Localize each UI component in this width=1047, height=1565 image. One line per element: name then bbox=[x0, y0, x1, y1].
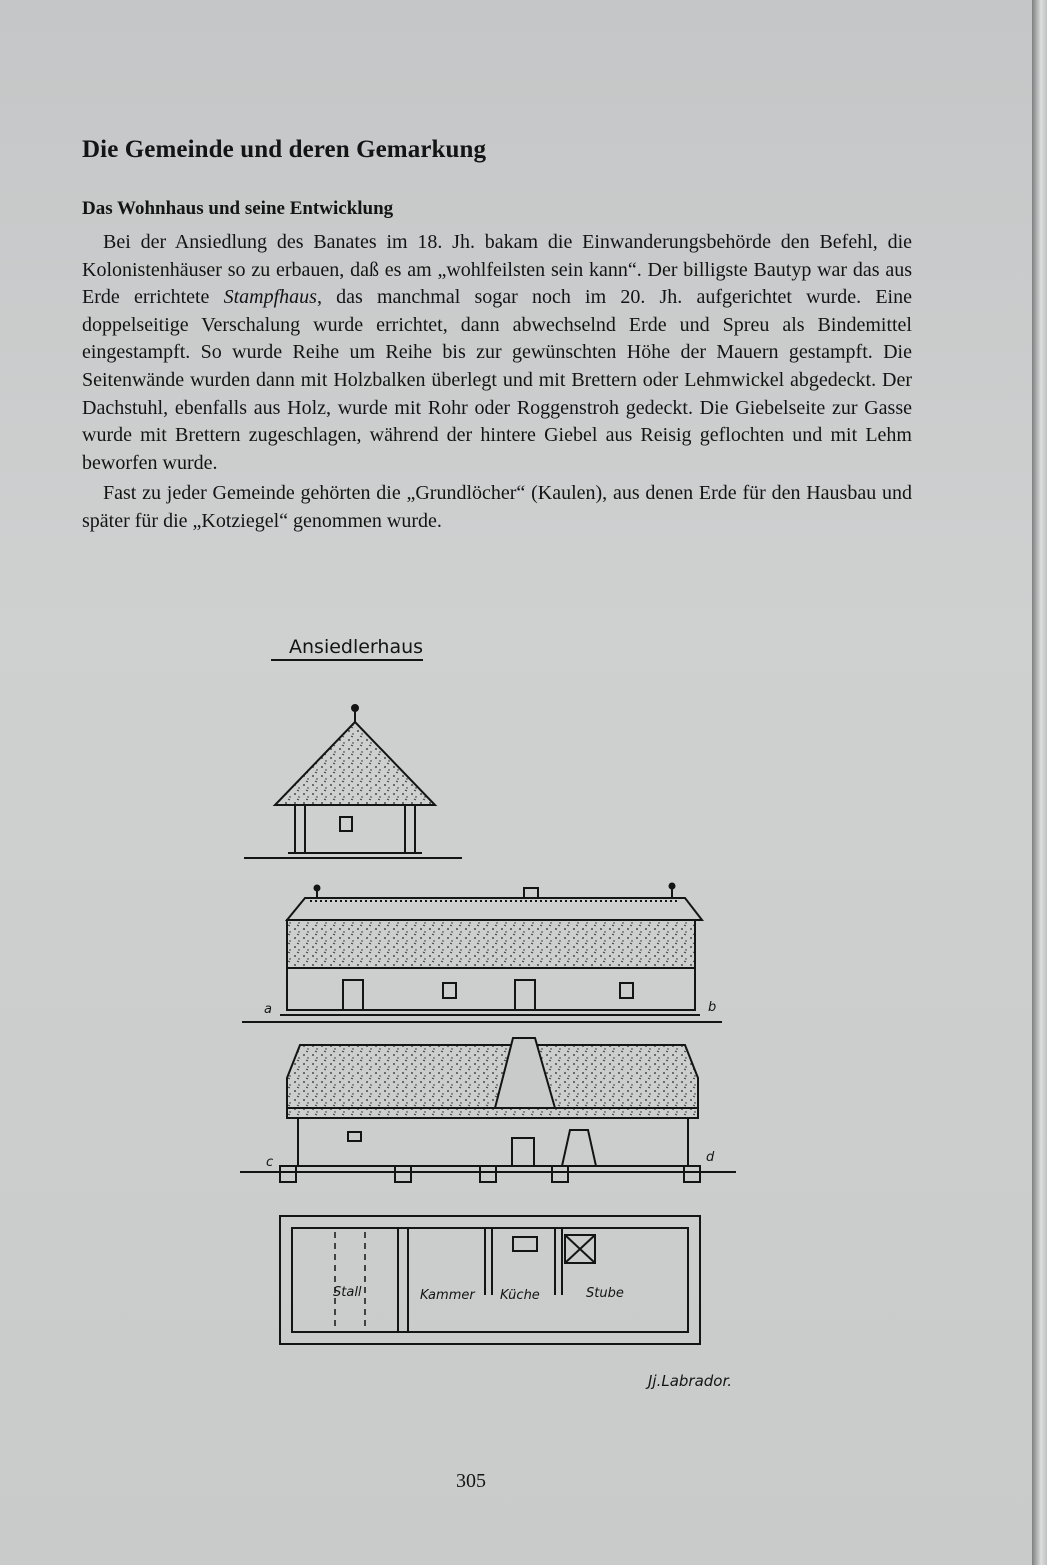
floor-plan bbox=[280, 1216, 700, 1344]
paragraph-2: Fast zu jeder Gemeinde gehörten die „Grundlöcher“ (Kaulen), aus denen Erde für den Hausbau und später für die „Kotziegel“ genommen wurde. bbox=[82, 482, 912, 532]
body-text bbox=[82, 229, 912, 536]
section-mark-a: a bbox=[264, 1002, 272, 1017]
house-drawing bbox=[230, 630, 750, 1400]
section-mark-d: d bbox=[706, 1150, 715, 1165]
room-label-stall: Stall bbox=[333, 1285, 362, 1300]
subsection-title: Das Wohnhaus und seine Entwicklung bbox=[82, 198, 394, 219]
room-label-kueche: Küche bbox=[500, 1288, 540, 1303]
room-label-kammer: Kammer bbox=[420, 1288, 475, 1303]
figure-caption: Ansiedlerhaus bbox=[271, 636, 423, 661]
cross-section bbox=[240, 1038, 736, 1182]
long-elevation bbox=[242, 884, 722, 1023]
section-title: Die Gemeinde und deren Gemarkung bbox=[82, 136, 487, 163]
paragraph-1-text-b: , das manchmal sogar noch im 20. Jh. aufgerichtet wurde. Eine doppelseitige Verschalung wurde errichtet, dann abwechselnd Erde und Spreu als Bindemittel eingestampft. So wurde Reihe um Reihe bis zur gewünschten Höhe der Mauern gestampft. Die Seitenwände wurden dann mit Holzbalken überlegt und mit Brettern oder Lehmwickel abgedeckt. Der Dachstuhl, ebenfalls aus Holz, wurde mit Rohr oder Roggenstroh gedeckt. Die Giebelseite zur Gasse wurde mit Brettern zugeschlagen, während der hintere Giebel aus Reisig geflochten und mit Lehm beworfen wurde. bbox=[82, 286, 912, 474]
section-mark-c: c bbox=[266, 1155, 274, 1170]
paragraph-1-text-a: Bei der Ansiedlung des Banates im 18. Jh. bakam die Einwanderungsbehörde den Befehl, die Kolonistenhäuser so zu erbauen, daß es am „wohlfeilsten sein kann“. Der billigste Bautyp war das aus Erde errichtete bbox=[82, 231, 912, 309]
page-number: 305 bbox=[456, 1470, 486, 1492]
gable-elevation bbox=[244, 705, 462, 858]
page-edge bbox=[1032, 0, 1047, 1565]
section-mark-b: b bbox=[708, 1000, 717, 1015]
emphasis-stampfhaus: Stampfhaus bbox=[223, 286, 317, 309]
room-label-stube: Stube bbox=[586, 1286, 624, 1301]
paragraph-1 bbox=[82, 229, 912, 477]
artist-signature: Jj.Labrador. bbox=[648, 1372, 733, 1390]
